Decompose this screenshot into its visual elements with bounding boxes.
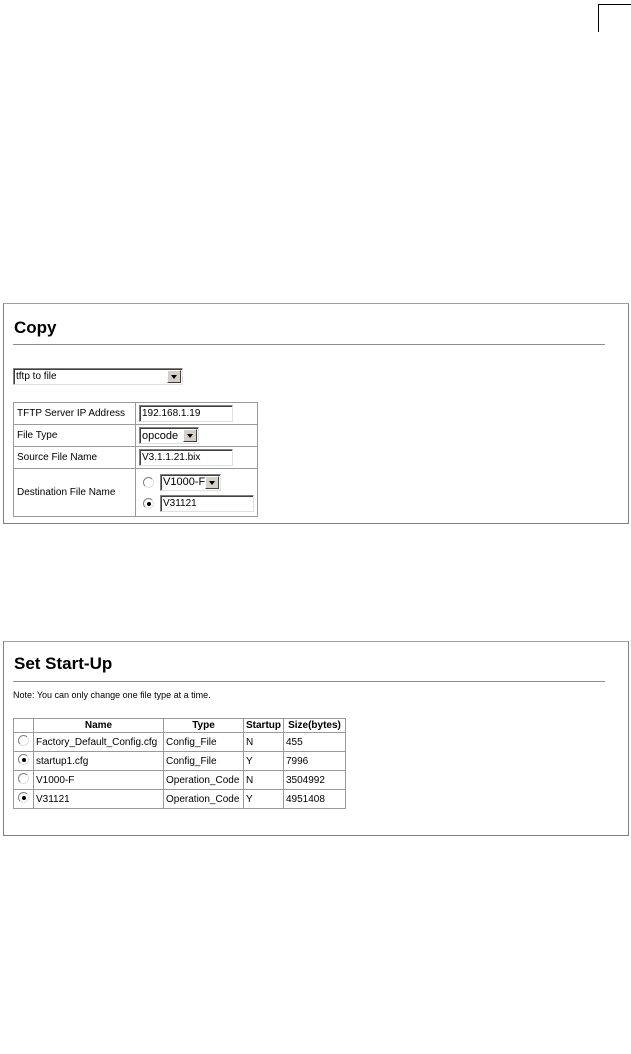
row-select-radio[interactable] [18, 754, 29, 765]
startup-divider [13, 681, 605, 682]
file-size: 455 [284, 733, 346, 752]
source-file-label: Source File Name [14, 447, 136, 469]
row-select-radio[interactable] [18, 735, 29, 746]
file-type: Operation_Code [164, 771, 244, 790]
copy-panel [3, 303, 629, 524]
copy-mode-select[interactable] [13, 368, 183, 385]
file-type-value: opcode [142, 429, 179, 442]
file-size: 4951408 [284, 790, 346, 809]
dest-new-input[interactable]: V31121 [160, 495, 254, 512]
source-file-input[interactable]: V3.1.1.21.bix [139, 449, 233, 466]
row-select-radio[interactable] [18, 773, 29, 784]
file-name: Factory_Default_Config.cfg [34, 733, 164, 752]
file-type: Config_File [164, 752, 244, 771]
destination-file-label: Destination File Name [14, 469, 136, 517]
startup-column-header: Startup [244, 719, 284, 733]
chevron-down-icon[interactable] [205, 476, 219, 489]
name-column-header: Name [34, 719, 164, 733]
file-type-label: File Type [14, 425, 136, 447]
file-type-select[interactable] [139, 427, 199, 444]
file-startup: N [244, 733, 284, 752]
file-type: Operation_Code [164, 790, 244, 809]
file-startup: Y [244, 752, 284, 771]
startup-title: Set Start-Up [14, 654, 113, 673]
file-type: Config_File [164, 733, 244, 752]
dest-existing-radio[interactable] [143, 477, 154, 488]
copy-title: Copy [14, 318, 57, 337]
copy-mode-value: tftp to file [16, 371, 57, 382]
chevron-down-icon[interactable] [167, 370, 181, 383]
file-startup: Y [244, 790, 284, 809]
table-row [14, 752, 346, 771]
dest-new-radio[interactable] [143, 498, 154, 509]
file-name: V1000-F [34, 771, 164, 790]
table-row [14, 771, 346, 790]
startup-files-table [13, 718, 346, 809]
size-column-header: Size(bytes) [284, 719, 346, 733]
type-column-header: Type [164, 719, 244, 733]
tftp-server-input[interactable]: 192.168.1.19 [139, 405, 233, 422]
file-size: 3504992 [284, 771, 346, 790]
startup-panel [3, 641, 629, 836]
copy-divider [13, 344, 605, 345]
file-startup: N [244, 771, 284, 790]
table-row [14, 733, 346, 752]
tftp-server-label: TFTP Server IP Address [14, 403, 136, 425]
file-name: V31121 [34, 790, 164, 809]
dest-existing-select[interactable] [160, 474, 221, 491]
page-corner-mark [598, 4, 631, 32]
table-row [14, 790, 346, 809]
select-column-header [14, 719, 34, 733]
startup-note: Note: You can only change one file type at a time. [13, 690, 211, 700]
row-select-radio[interactable] [18, 792, 29, 803]
chevron-down-icon[interactable] [183, 429, 197, 442]
copy-form-table [13, 402, 258, 517]
dest-existing-value: V1000-F [163, 476, 205, 488]
file-name: startup1.cfg [34, 752, 164, 771]
file-size: 7996 [284, 752, 346, 771]
